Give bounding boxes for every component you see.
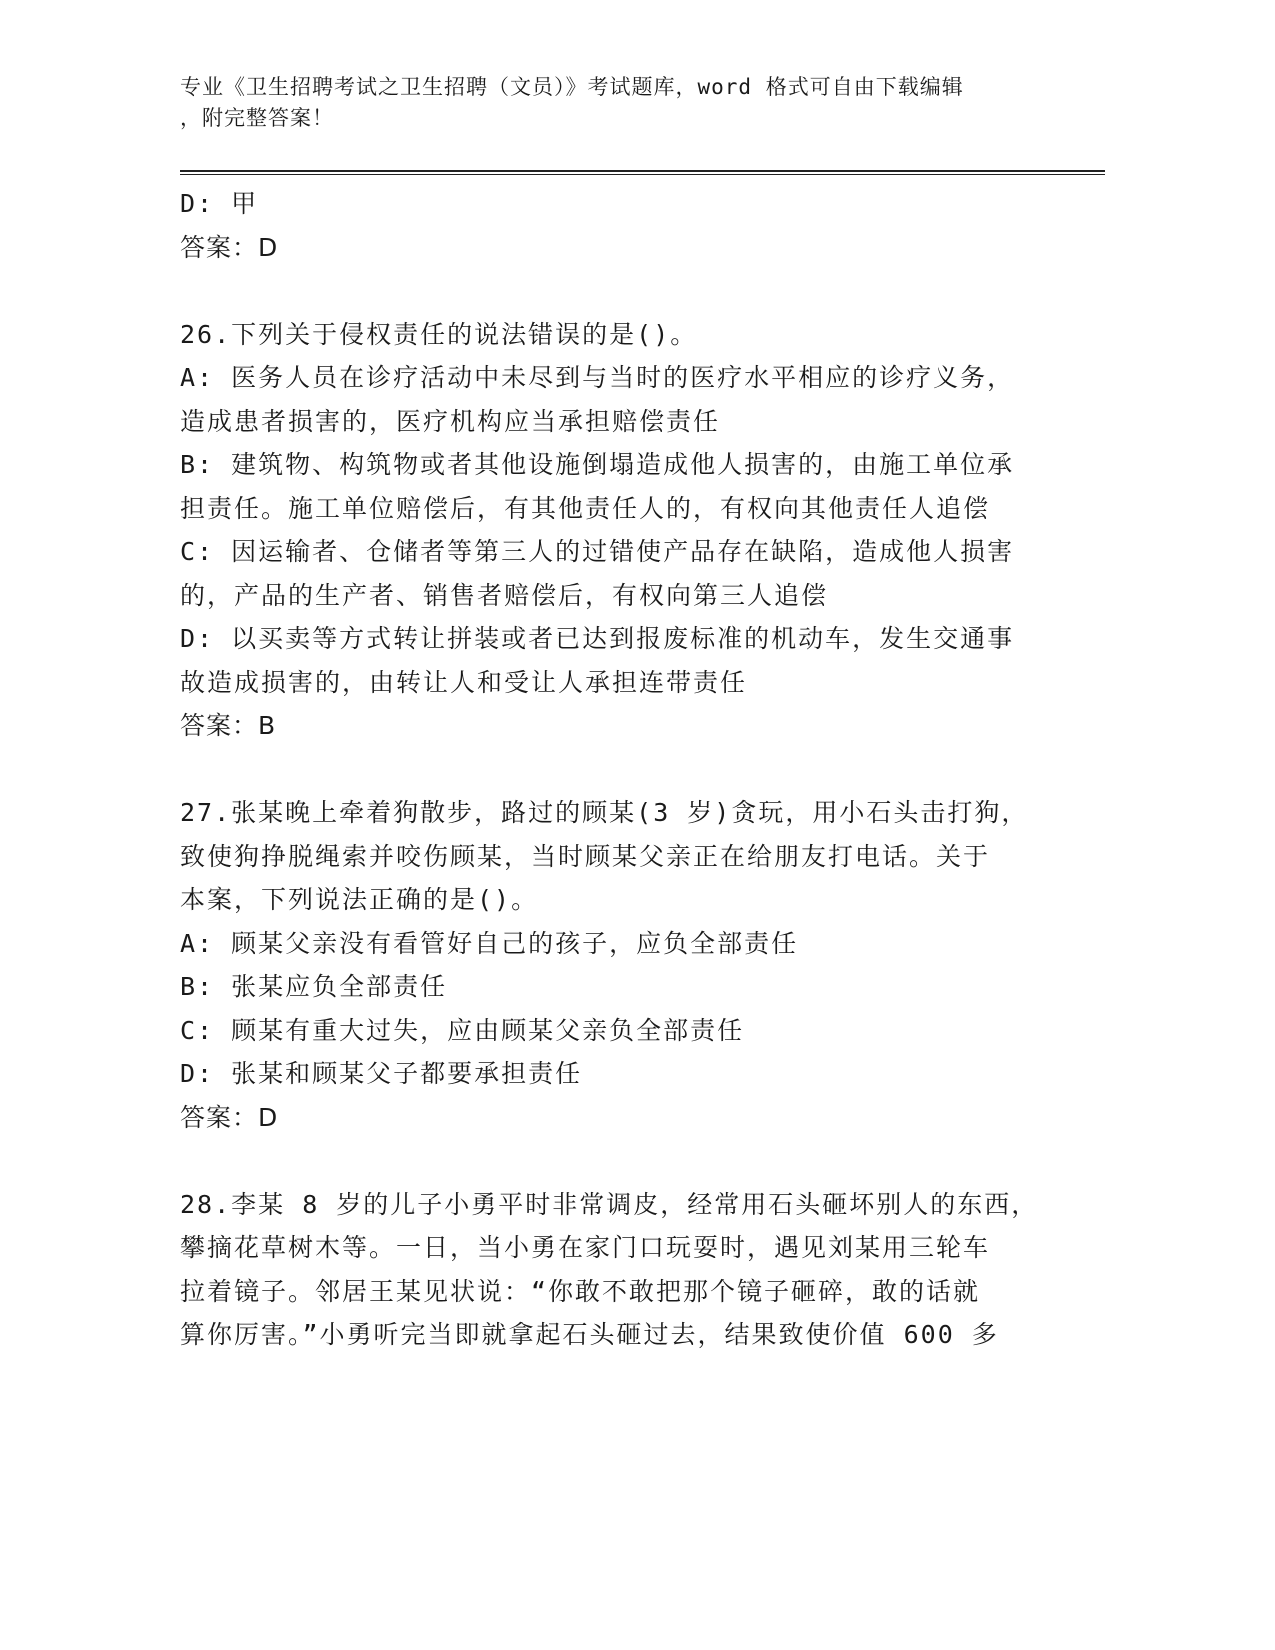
q26-option-a-1: A: 医务人员在诊疗活动中未尽到与当时的医疗水平相应的诊疗义务，	[180, 363, 1015, 392]
q26-answer: 答案：B	[180, 711, 277, 740]
prev-answer: 答案：D	[180, 232, 279, 262]
q26-option-a-2: 造成患者损害的，医疗机构应当承担赔偿责任	[180, 406, 721, 436]
q26-option-d-1: D: 以买卖等方式转让拼装或者已达到报废标准的机动车，发生交通事	[180, 624, 1015, 653]
q28-stem-4: 算你厉害。”小勇听完当即就拿起石头砸过去，结果致使价值 600 多	[180, 1320, 999, 1349]
q26-option-b-1: B: 建筑物、构筑物或者其他设施倒塌造成他人损害的，由施工单位承	[180, 450, 1015, 479]
spacer	[180, 748, 1060, 792]
header-line-2: ，附完整答案！	[180, 106, 334, 130]
spacer	[180, 269, 1060, 313]
q27-answer: 答案：D	[180, 1102, 279, 1132]
q28-stem-2: 攀摘花草树木等。一日，当小勇在家门口玩耍时，遇见刘某用三轮车	[180, 1233, 991, 1262]
q26-option-d-2: 故造成损害的，由转让人和受让人承担连带责任	[180, 667, 748, 697]
q28-stem-3: 拉着镜子。邻居王某见状说：“你敢不敢把那个镜子砸碎，敢的话就	[180, 1276, 981, 1306]
q28-stem-1: 28.李某 8 岁的儿子小勇平时非常调皮，经常用石头砸坏别人的东西，	[180, 1189, 1039, 1219]
spacer	[180, 1139, 1060, 1183]
q27-option-b: B: 张某应负全部责任	[180, 972, 448, 1001]
header-line-1: 专业《卫生招聘考试之卫生招聘（文员）》考试题库，word 格式可自由下载编辑	[180, 75, 964, 99]
q27-stem-1: 27.张某晚上牵着狗散步，路过的顾某(3 岁)贪玩，用小石头击打狗，	[180, 798, 1029, 827]
q27-option-c: C: 顾某有重大过失，应由顾某父亲负全部责任	[180, 1015, 745, 1045]
q26-stem: 26.下列关于侵权责任的说法错误的是()。	[180, 319, 698, 349]
q26-option-c-2: 的，产品的生产者、销售者赔偿后，有权向第三人追偿	[180, 580, 829, 610]
q27-stem-2: 致使狗挣脱绳索并咬伤顾某，当时顾某父亲正在给朋友打电话。关于	[180, 841, 991, 871]
page-header	[180, 72, 1060, 134]
q26-option-c-1: C: 因运输者、仓储者等第三人的过错使产品存在缺陷，造成他人损害	[180, 537, 1015, 566]
q27-option-a: A: 顾某父亲没有看管好自己的孩子，应负全部责任	[180, 928, 799, 958]
question-content	[180, 182, 1060, 1357]
prev-option-d: D: 甲	[180, 189, 259, 218]
q26-option-b-2: 担责任。施工单位赔偿后，有其他责任人的，有权向其他责任人追偿	[180, 493, 991, 523]
header-divider	[180, 170, 1105, 175]
q27-stem-3: 本案，下列说法正确的是()。	[180, 885, 539, 914]
q27-option-d: D: 张某和顾某父子都要承担责任	[180, 1059, 583, 1088]
